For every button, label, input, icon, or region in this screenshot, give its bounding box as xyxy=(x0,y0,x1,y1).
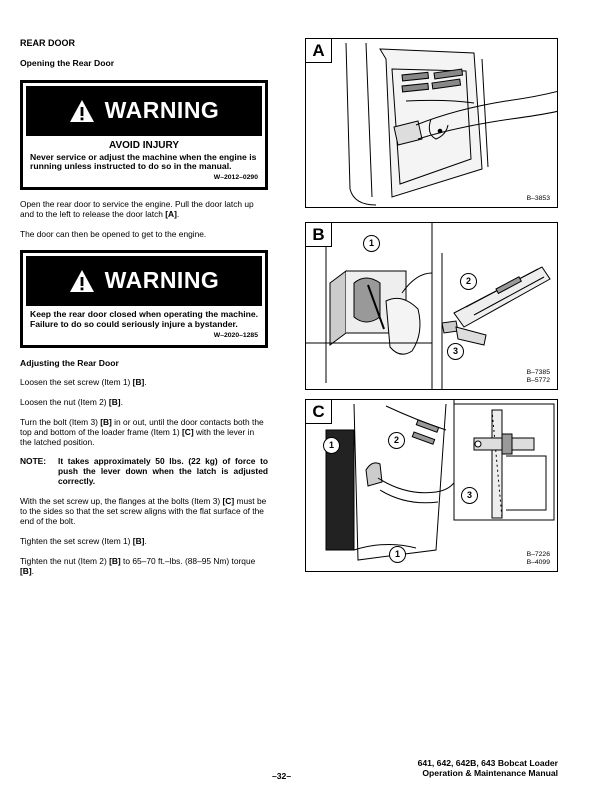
figure-letter: C xyxy=(306,400,332,424)
subsection-adjusting: Adjusting the Rear Door xyxy=(20,357,119,368)
callout-1-bottom: 1 xyxy=(389,546,406,563)
warning-box-1 xyxy=(20,80,268,191)
footer-line-2: Operation & Maintenance Manual xyxy=(422,767,558,778)
warning-banner-text: WARNING xyxy=(104,97,220,124)
latch-adjust-illustration xyxy=(306,223,558,390)
warning-code: W–2012–0290 xyxy=(213,174,258,182)
figure-code: B–7385 B–5772 xyxy=(526,368,550,384)
figure-c xyxy=(305,399,558,572)
callout-1: 1 xyxy=(323,437,340,454)
paragraph: Open the rear door to service the engine. Pull the door latch up and to the left to release the door latch [A]. xyxy=(20,199,254,220)
warning-message: Keep the rear door closed when operating the machine. Failure to do so could seriously injure a bystander. xyxy=(30,309,258,329)
warning-code: W–2020–1285 xyxy=(213,331,258,339)
warning-message: Never service or adjust the machine when the engine is running unless instructed to do so in the manual. xyxy=(30,151,257,172)
figure-a xyxy=(305,38,558,208)
note-text: It takes approximately 50 lbs. (22 kg) of force to push the lever down when the latch is adjusted correctly. xyxy=(58,456,268,487)
callout-2: 2 xyxy=(460,273,477,290)
figure-code: B–7226 B–4099 xyxy=(526,550,550,566)
step-paragraph: Loosen the nut (Item 2) [B]. xyxy=(20,396,123,407)
step-paragraph: Loosen the set screw (Item 1) [B]. xyxy=(20,376,147,387)
figure-b xyxy=(305,222,558,390)
rear-door-illustration xyxy=(306,39,558,208)
warning-banner xyxy=(26,256,262,306)
warning-title: AVOID INJURY xyxy=(108,139,179,151)
figure-letter: B xyxy=(306,223,332,247)
warning-triangle-icon xyxy=(69,99,95,123)
warning-banner xyxy=(26,86,262,136)
section-title: REAR DOOR xyxy=(20,38,76,48)
page-number: –32– xyxy=(272,771,292,781)
warning-triangle-icon xyxy=(69,269,95,293)
figure-code: B–3853 xyxy=(526,194,550,202)
step-paragraph: Tighten the nut (Item 2) [B] to 65–70 ft.–lbs. (88–95 Nm) torque [B]. xyxy=(20,555,256,576)
footer-title xyxy=(418,759,558,779)
callout-3: 3 xyxy=(461,487,478,504)
note-label: NOTE: xyxy=(20,456,47,467)
callout-1: 1 xyxy=(363,235,380,252)
left-column xyxy=(20,38,268,587)
figure-letter: A xyxy=(306,39,332,63)
footer-line-1: 641, 642, 642B, 643 Bobcat Loader xyxy=(417,758,558,768)
callout-3: 3 xyxy=(447,343,464,360)
paragraph: The door can then be opened to get to the engine. xyxy=(20,229,207,240)
subsection-opening: Opening the Rear Door xyxy=(20,57,115,68)
warning-box-2 xyxy=(20,250,268,348)
warning-banner-text: WARNING xyxy=(104,267,220,294)
callout-2: 2 xyxy=(388,432,405,449)
frame-bolt-illustration xyxy=(306,400,558,572)
step-paragraph: Tighten the set screw (Item 1) [B]. xyxy=(20,535,147,546)
step-paragraph: With the set screw up, the flanges at the bolts (Item 3) [C] must be to the sides so that the set screw aligns with the flat surface of the end of the bolt. xyxy=(20,496,267,526)
note xyxy=(20,457,268,487)
step-paragraph: Turn the bolt (Item 3) [B] in or out, until the door contacts both the top and bottom of the loader frame (Item 1) [C] with the lever in the latched position. xyxy=(20,416,264,447)
